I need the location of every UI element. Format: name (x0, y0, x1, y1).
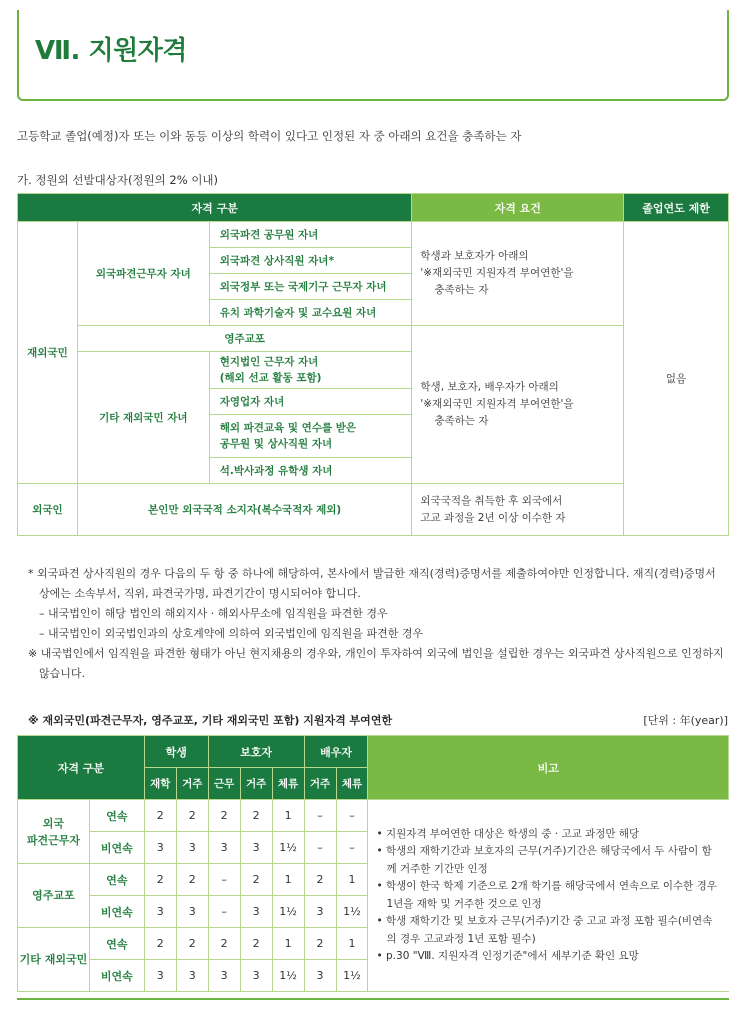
cell-value: 2 (144, 864, 176, 896)
section2-title: ※ 재외국민(파견근무자, 영주교포, 기타 재외국민 포함) 지원자격 부여연한 (28, 714, 393, 727)
group-overseas-korean: 재외국민 (18, 222, 78, 484)
remark-item: • 학생의 재학기간과 보호자의 근무(거주)기간은 해당국에서 두 사람이 함께 거주한 기간만 인정 (376, 845, 712, 875)
cell-value: 3 (176, 896, 208, 928)
subheader: 거주 (240, 768, 272, 800)
item-row (209, 352, 412, 389)
item-line: 현지법인 근무자 자녀 (219, 356, 319, 368)
cell-value: 3 (144, 896, 176, 928)
group-line: 외국 (42, 816, 65, 830)
requirement-2 (412, 326, 624, 484)
header-requirement: 자격 요건 (412, 194, 624, 222)
group-foreigner: 외국인 (18, 484, 78, 536)
intro-text: 고등학교 졸업(예정)자 또는 이와 동등 이상의 학력이 있다고 인정된 자 중 아래의 요건을 충족하는 자 (17, 129, 522, 143)
header-remarks: 비고 (368, 736, 729, 800)
header-category: 자격 구분 (18, 194, 412, 222)
cell-value: 3 (176, 832, 208, 864)
remark-item: • 학생 재학기간 및 보호자 근무(거주)기간 중 고교 과정 포함 필수(비연속의 경우 고교과정 1년 포함 필수) (376, 915, 713, 945)
graduation-limit-value: 없음 (624, 222, 729, 536)
item-row: 자영업자 자녀 (209, 389, 412, 415)
subheader: 거주 (176, 768, 208, 800)
cell-value: – (336, 800, 368, 832)
note-line: ※ 내국법인에서 임직원을 파견한 형태가 아닌 현지채용의 경우와, 개인이 투자하여 외국에 법인을 설립한 경우는 외국파견 상사직원으로 인정하지 (28, 647, 724, 660)
cell-value: – (304, 832, 336, 864)
cell-value: 2 (176, 864, 208, 896)
req-line: 고교 과정을 2년 이상 이수한 자 (420, 511, 566, 524)
item-row: 석.박사과정 유학생 자녀 (209, 458, 412, 484)
cell-value: 3 (240, 960, 272, 992)
cell-value: 2 (208, 928, 240, 960)
unit-label: [단위 : 年(year)] (643, 714, 728, 727)
remark-item: • p.30 "Ⅷ. 지원자격 인정기준"에서 세부기준 확인 요망 (376, 950, 639, 962)
cell-value: 3 (304, 896, 336, 928)
note-line: 않습니다. (39, 667, 86, 680)
remark-item: • 지원자격 부여연한 대상은 학생의 중 · 고교 과정만 해당 (376, 827, 640, 840)
requirement-3 (412, 484, 624, 536)
note-line: * 외국파견 상사직원의 경우 다음의 두 항 중 하나에 해당하여, 본사에서 발급한 재직(경력)증명서를 제출하여야만 인정합니다. 재직(경력)증명서 (28, 567, 716, 580)
cell-value: 2 (176, 800, 208, 832)
cell-value: 1½ (272, 896, 304, 928)
cell-value: 3 (144, 832, 176, 864)
cell-value: 1½ (336, 896, 368, 928)
cell-value: – (304, 800, 336, 832)
item-row: 유치 과학기술자 및 교수요원 자녀 (209, 300, 412, 326)
cell-value: 2 (240, 800, 272, 832)
cell-value: 3 (208, 960, 240, 992)
header-spouse: 배우자 (304, 736, 368, 768)
header-category: 자격 구분 (18, 736, 145, 800)
subheader: 거주 (304, 768, 336, 800)
row-type: 연속 (89, 928, 144, 960)
group-other-overseas: 기타 재외국민 (18, 928, 90, 992)
note-line: – 내국법인이 해당 법인의 해외지사 · 해외사무소에 임직원을 파견한 경우 (39, 607, 388, 620)
cell-value: 2 (304, 928, 336, 960)
cell-value: 1 (272, 864, 304, 896)
cell-value: 1½ (272, 960, 304, 992)
section-a-heading: 가. 정원외 선발대상자(정원의 2% 이내) (17, 173, 219, 187)
cell-value: 1½ (272, 832, 304, 864)
subheader: 재학 (144, 768, 176, 800)
cell-value: – (208, 896, 240, 928)
header-student: 학생 (144, 736, 208, 768)
row-type: 비연속 (89, 832, 144, 864)
item-line: 공무원 및 상사직원 자녀 (219, 438, 333, 450)
item-row: 외국정부 또는 국제기구 근무자 자녀 (209, 274, 412, 300)
item-row: 외국파견 공무원 자녀 (209, 222, 412, 248)
page-title: Ⅶ. 지원자격 (35, 36, 187, 66)
cell-value: – (336, 832, 368, 864)
cell-value: – (208, 864, 240, 896)
cell-value: 3 (240, 896, 272, 928)
cell-value: 2 (144, 928, 176, 960)
cell-value: 1 (272, 800, 304, 832)
row-type: 연속 (89, 800, 144, 832)
group-dispatched (18, 800, 90, 864)
title-box (17, 10, 729, 101)
eligibility-period-table (17, 735, 729, 992)
cell-value: 1 (336, 928, 368, 960)
cell-value: 2 (144, 800, 176, 832)
req-line: '※재외국민 지원자격 부여연한'을 (420, 398, 574, 410)
header-guardian: 보호자 (208, 736, 304, 768)
cell-value: 3 (176, 960, 208, 992)
req-line: 충족하는 자 (434, 415, 489, 427)
note-line: 상에는 소속부서, 직위, 파견국가명, 파견기간이 명시되어야 합니다. (39, 587, 361, 600)
sub-dispatched-worker: 외국파견근무자 자녀 (77, 222, 209, 326)
cell-value: 1 (272, 928, 304, 960)
req-line: 외국국적을 취득한 후 외국에서 (420, 494, 563, 507)
cell-value: 2 (240, 928, 272, 960)
row-type: 비연속 (89, 960, 144, 992)
sub-permanent-resident: 영주교포 (77, 326, 412, 352)
cell-value: 2 (240, 864, 272, 896)
cell-value: 3 (304, 960, 336, 992)
cell-value: 2 (208, 800, 240, 832)
qualification-table (17, 193, 729, 536)
req-line: '※재외국민 지원자격 부여연한'을 (420, 267, 574, 279)
group-line: 파견근무자 (26, 833, 80, 847)
cell-value: 3 (240, 832, 272, 864)
group-permanent: 영주교포 (18, 864, 90, 928)
cell-value: 3 (144, 960, 176, 992)
requirement-1 (412, 222, 624, 326)
subheader: 근무 (208, 768, 240, 800)
sub-foreign-national: 본인만 외국국적 소지자(복수국적자 제외) (77, 484, 412, 536)
row-type: 연속 (89, 864, 144, 896)
item-line: 해외 파견교육 및 연수를 받은 (219, 422, 357, 434)
notes (28, 564, 733, 684)
req-line: 학생과 보호자가 아래의 (420, 250, 529, 262)
row-type: 비연속 (89, 896, 144, 928)
remarks-cell (368, 800, 729, 992)
item-row (209, 415, 412, 458)
cell-value: 1½ (336, 960, 368, 992)
cell-value: 3 (208, 832, 240, 864)
bottom-divider (17, 998, 729, 1000)
note-line: – 내국법인이 외국법인과의 상호계약에 의하여 외국법인에 임직원을 파견한 경우 (39, 627, 424, 640)
remark-item: • 학생이 한국 학제 기준으로 2개 학기를 해당국에서 연속으로 이수한 경우 1년을 재학 및 거주한 것으로 인정 (376, 880, 717, 910)
item-line: (해외 선교 활동 포함) (219, 372, 322, 384)
cell-value: 2 (304, 864, 336, 896)
subheader: 체류 (272, 768, 304, 800)
req-line: 학생, 보호자, 배우자가 아래의 (420, 381, 559, 393)
header-graduation-limit: 졸업연도 제한 (624, 194, 729, 222)
cell-value: 1 (336, 864, 368, 896)
req-line: 충족하는 자 (434, 284, 489, 296)
subheader: 체류 (336, 768, 368, 800)
cell-value: 2 (176, 928, 208, 960)
item-row: 외국파견 상사직원 자녀* (209, 248, 412, 274)
sub-other-overseas: 기타 재외국민 자녀 (77, 352, 209, 484)
